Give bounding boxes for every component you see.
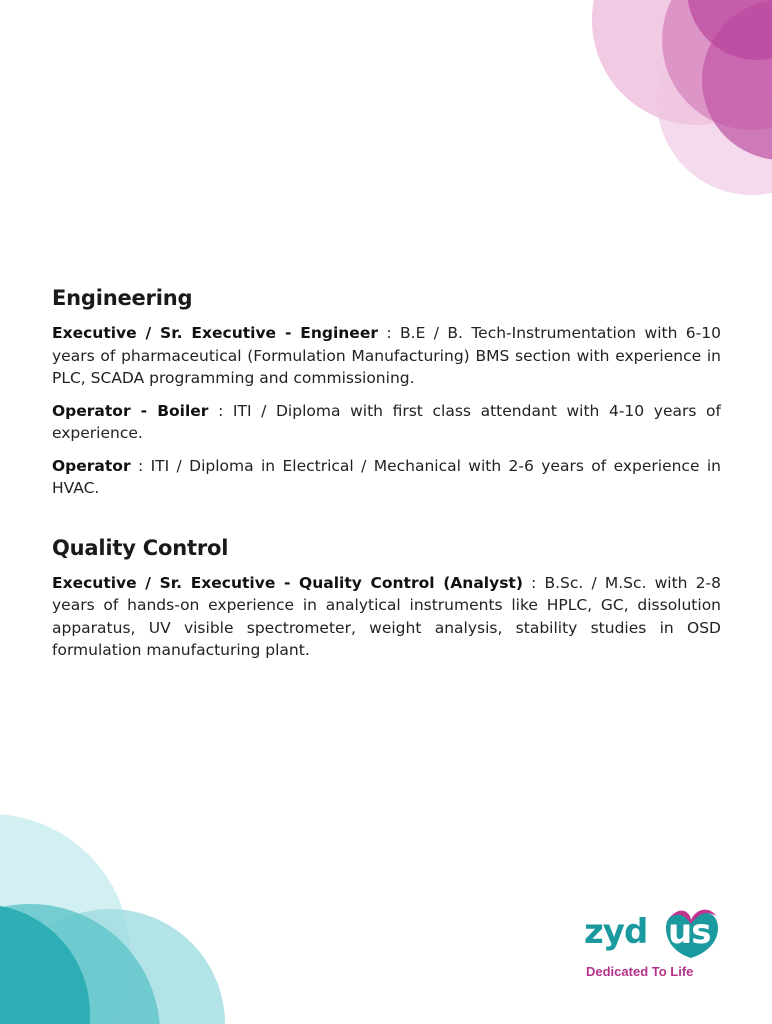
job-executive-engineer — [52, 322, 721, 390]
job-role: Executive / Sr. Executive - Quality Control (Analyst) — [52, 573, 523, 592]
job-details: : B.Sc. / M.Sc. with 2-8 years of hands-on experience in analytical instruments like HPLC, GC, dissolution apparatus, UV visible spectrometer, weight analysis, stability studies in OSD formulation manufacturing plant. — [52, 573, 721, 659]
job-details: : ITI / Diploma with first class attendant with 4-10 years of experience. — [52, 401, 721, 442]
job-operator-boiler — [52, 400, 721, 445]
job-role: Operator — [52, 456, 131, 475]
brand-tagline: Dedicated To Life — [586, 964, 694, 979]
job-executive-qc-analyst — [52, 572, 721, 662]
logo-wordmark-suffix: us — [668, 912, 711, 952]
job-role: Executive / Sr. Executive - Engineer — [52, 324, 378, 342]
job-details: : B.E / B. Tech-Instrumentation with 6-10 years of pharmaceutical (Formulation Manufacturing) BMS section with experience in PLC, SCADA programming and commissioning. — [52, 324, 721, 387]
logo-wordmark-prefix: zyd — [584, 912, 648, 952]
job-operator-hvac — [52, 455, 721, 500]
job-role: Operator - Boiler — [52, 401, 209, 420]
job-listings — [52, 286, 721, 672]
bottom-left-decorative-circles — [0, 814, 230, 1024]
zydus-logo — [584, 902, 724, 988]
job-details: : ITI / Diploma in Electrical / Mechanical with 2-6 years of experience in HVAC. — [52, 456, 721, 497]
quality-control-section — [52, 536, 721, 662]
section-title-quality-control: Quality Control — [52, 535, 229, 560]
engineering-section — [52, 286, 721, 500]
top-right-decorative-circles — [552, 0, 772, 200]
section-title-engineering: Engineering — [52, 286, 193, 310]
